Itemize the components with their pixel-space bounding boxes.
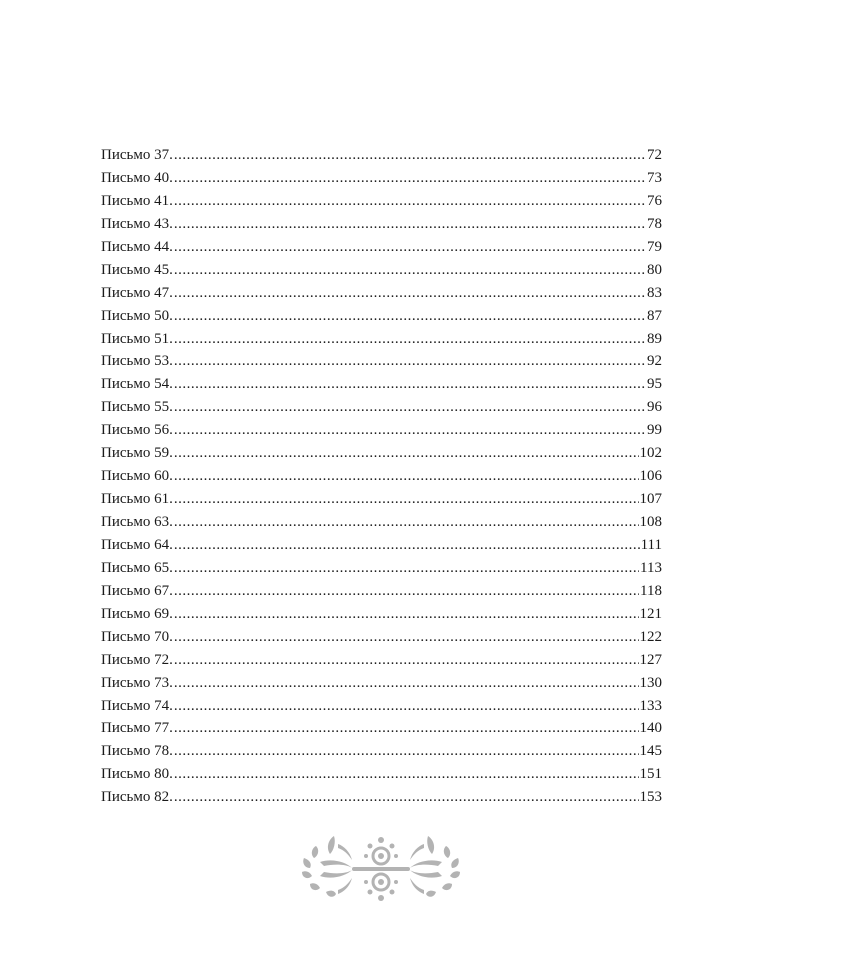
- toc-leader-dots: [174, 465, 639, 488]
- toc-leader-dots: [174, 396, 646, 419]
- toc-entry-title: Письмо 55.: [101, 399, 173, 416]
- toc-leader-dots: [174, 282, 646, 305]
- toc-entry-page: 133: [639, 697, 662, 714]
- toc-entry[interactable]: [101, 534, 662, 557]
- toc-leader-dots: [174, 580, 639, 603]
- toc-entry-title: Письмо 60.: [101, 468, 173, 485]
- toc-leader-dots: [174, 557, 639, 580]
- toc-entry-title: Письмо 51.: [101, 330, 173, 347]
- toc-entry-page: 95: [647, 376, 662, 393]
- toc-entry-title: Письмо 47.: [101, 284, 173, 301]
- toc-leader-dots: [174, 488, 639, 511]
- toc-entry[interactable]: [101, 167, 662, 190]
- toc-entry-page: 80: [647, 261, 662, 278]
- toc-entry-title: Письмо 56.: [101, 422, 173, 439]
- toc-leader-dots: [174, 626, 639, 649]
- toc-entry-title: Письмо 82.: [101, 789, 173, 806]
- toc-entry-page: 113: [640, 559, 662, 576]
- toc-entry-page: 73: [647, 169, 662, 186]
- toc-entry[interactable]: [101, 465, 662, 488]
- toc-leader-dots: [174, 259, 646, 282]
- toc-entry-title: Письмо 80.: [101, 766, 173, 783]
- toc-entry-title: Письмо 69.: [101, 605, 173, 622]
- toc-entry-page: 92: [647, 353, 662, 370]
- toc-leader-dots: [174, 740, 639, 763]
- toc-entry-title: Письмо 72.: [101, 651, 173, 668]
- toc-leader-dots: [174, 534, 640, 557]
- toc-entry-page: 107: [639, 491, 662, 508]
- toc-entry[interactable]: [101, 236, 662, 259]
- toc-entry-title: Письмо 54.: [101, 376, 173, 393]
- toc-entry-title: Письмо 41.: [101, 192, 173, 209]
- toc-entry-title: Письмо 65.: [101, 559, 173, 576]
- toc-leader-dots: [174, 167, 646, 190]
- toc-entry-page: 99: [647, 422, 662, 439]
- toc-entry-page: 76: [647, 192, 662, 209]
- toc-leader-dots: [174, 717, 639, 740]
- toc-entry-title: Письмо 59.: [101, 445, 173, 462]
- toc-entry-page: 89: [647, 330, 662, 347]
- toc-entry[interactable]: [101, 305, 662, 328]
- toc-entry[interactable]: [101, 282, 662, 305]
- toc-entry-page: 79: [647, 238, 662, 255]
- toc-leader-dots: [174, 328, 646, 351]
- toc-entry[interactable]: [101, 626, 662, 649]
- toc-entry[interactable]: [101, 672, 662, 695]
- toc-leader-dots: [174, 305, 646, 328]
- toc-entry[interactable]: [101, 511, 662, 534]
- toc-entry-title: Письмо 53.: [101, 353, 173, 370]
- toc-entry[interactable]: [101, 649, 662, 672]
- toc-entry-title: Письмо 61.: [101, 491, 173, 508]
- toc-entry[interactable]: [101, 488, 662, 511]
- toc-leader-dots: [174, 213, 646, 236]
- toc-entry-page: 108: [639, 514, 662, 530]
- toc-entry-page: 130: [639, 674, 662, 691]
- toc-entry-title: Письмо 77.: [101, 720, 173, 737]
- toc-entry[interactable]: [101, 557, 662, 580]
- toc-entry[interactable]: [101, 259, 662, 282]
- toc-entry[interactable]: [101, 328, 662, 351]
- toc-entry[interactable]: [101, 350, 662, 373]
- toc-entry[interactable]: [101, 373, 662, 396]
- toc-entry-page: 111: [640, 536, 662, 553]
- toc-entry-title: Письмо 43.: [101, 215, 173, 232]
- toc-entry-title: Письмо 73.: [101, 674, 173, 691]
- toc-entry-page: 153: [639, 789, 662, 806]
- toc-entry-title: Письмо 44.: [101, 238, 173, 255]
- toc-entry-page: 140: [639, 720, 662, 737]
- toc-leader-dots: [174, 373, 646, 396]
- toc-entry-page: 145: [639, 743, 662, 760]
- toc-entry[interactable]: [101, 419, 662, 442]
- toc-entry[interactable]: [101, 786, 662, 809]
- toc-entry-title: Письмо 40.: [101, 169, 173, 186]
- toc-entry-title: Письмо 74.: [101, 697, 173, 714]
- toc-leader-dots: [174, 350, 646, 373]
- toc-entry[interactable]: [101, 740, 662, 763]
- toc-leader-dots: [174, 649, 639, 672]
- toc-leader-dots: [174, 442, 639, 465]
- toc-entry-page: 122: [639, 628, 662, 645]
- toc-entry[interactable]: [101, 213, 662, 236]
- toc-entry-title: Письмо 70.: [101, 628, 173, 645]
- toc-leader-dots: [174, 695, 639, 718]
- toc-entry[interactable]: [101, 144, 662, 167]
- toc-entry[interactable]: [101, 695, 662, 718]
- toc-entry[interactable]: [101, 580, 662, 603]
- toc-leader-dots: [174, 672, 639, 695]
- toc-entry-page: 118: [640, 582, 662, 599]
- table-of-contents: [101, 144, 662, 809]
- toc-entry-page: 151: [639, 766, 662, 783]
- toc-entry-title: Письмо 37.: [101, 147, 173, 163]
- toc-leader-dots: [174, 763, 639, 786]
- floral-ornament-icon: [300, 832, 462, 904]
- toc-leader-dots: [174, 786, 639, 809]
- toc-entry-page: 83: [647, 284, 662, 301]
- toc-entry[interactable]: [101, 763, 662, 786]
- toc-entry[interactable]: [101, 396, 662, 419]
- toc-entry-page: 96: [647, 399, 662, 416]
- toc-entry-title: Письмо 50.: [101, 307, 173, 324]
- toc-entry-title: Письмо 67.: [101, 582, 173, 599]
- toc-entry-page: 72: [647, 147, 662, 163]
- toc-leader-dots: [174, 144, 646, 167]
- toc-leader-dots: [174, 190, 646, 213]
- toc-leader-dots: [174, 419, 646, 442]
- toc-entry-page: 121: [639, 605, 662, 622]
- toc-entry-page: 106: [639, 468, 662, 485]
- toc-entry-title: Письмо 63.: [101, 514, 173, 530]
- toc-entry-page: 87: [647, 307, 662, 324]
- toc-entry[interactable]: [101, 603, 662, 626]
- toc-entry[interactable]: [101, 190, 662, 213]
- toc-entry-page: 102: [639, 445, 662, 462]
- toc-entry[interactable]: [101, 717, 662, 740]
- toc-entry[interactable]: [101, 442, 662, 465]
- toc-entry-title: Письмо 64.: [101, 536, 173, 553]
- toc-leader-dots: [174, 511, 639, 534]
- toc-entry-title: Письмо 45.: [101, 261, 173, 278]
- toc-entry-page: 78: [647, 215, 662, 232]
- toc-entry-page: 127: [639, 651, 662, 668]
- toc-leader-dots: [174, 603, 639, 626]
- toc-leader-dots: [174, 236, 646, 259]
- toc-entry-title: Письмо 78.: [101, 743, 173, 760]
